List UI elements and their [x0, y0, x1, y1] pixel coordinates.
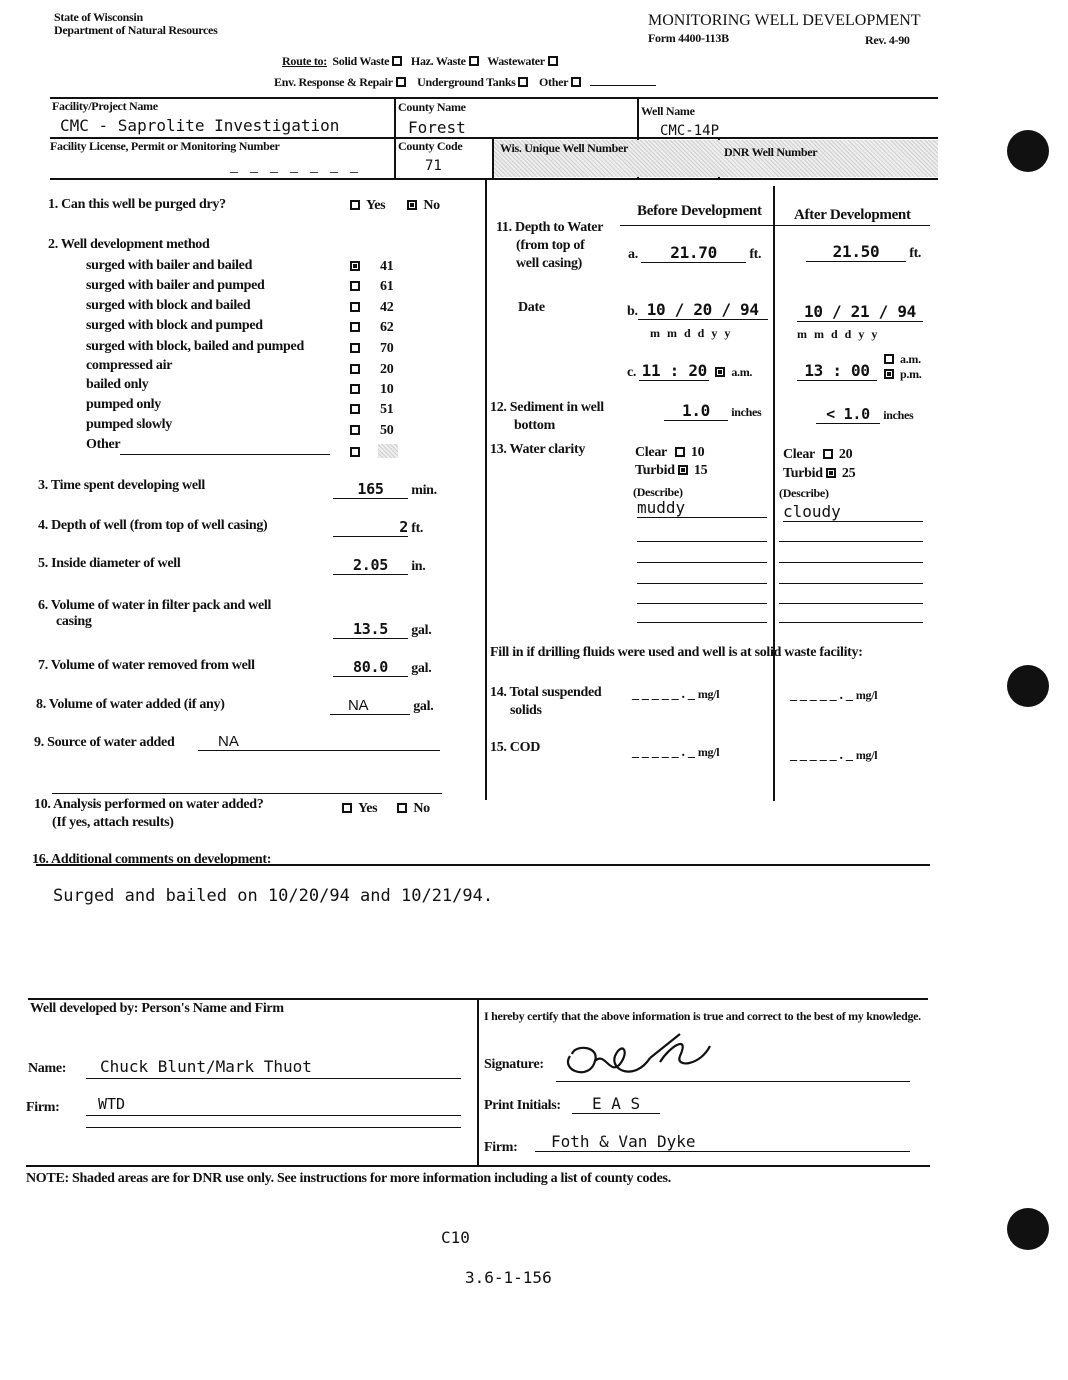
- method-code: [350, 443, 398, 461]
- method-code: 42: [350, 300, 393, 316]
- desc-after-value: cloudy: [783, 502, 923, 522]
- signature-label: Signature:: [484, 1057, 544, 1072]
- q11-label-line-3: well casing): [516, 256, 583, 271]
- method-code-shade: [378, 444, 398, 458]
- q6-value: 13.5: [333, 620, 408, 639]
- unique-well-label: Wis. Unique Well Number: [500, 141, 629, 155]
- page-code: C10: [441, 1228, 470, 1247]
- after-header: After Development: [794, 207, 911, 223]
- q9-value: NA: [198, 733, 440, 751]
- cod-before-field: _ _ _ _ _ . _ mg/l: [632, 745, 720, 760]
- solid-waste-checkbox[interactable]: [392, 56, 402, 66]
- method-checkbox[interactable]: [350, 281, 360, 291]
- time-before-value: 11 : 20: [639, 361, 709, 381]
- time-after-ampm: a.m. p.m.: [884, 352, 921, 382]
- method-checkbox[interactable]: [350, 364, 360, 374]
- wastewater-checkbox[interactable]: [548, 56, 558, 66]
- underground-checkbox[interactable]: [518, 77, 528, 87]
- signature-image: [560, 1026, 720, 1086]
- method-label: surged with block, bailed and pumped: [86, 339, 304, 354]
- q8-label: 8. Volume of water added (if any): [36, 697, 225, 712]
- document-number: 3.6-1-156: [465, 1268, 552, 1287]
- sed-after-value: < 1.0: [816, 405, 880, 424]
- method-code: 62: [350, 320, 393, 336]
- method-label: surged with bailer and bailed: [86, 258, 253, 273]
- license-label: Facility License, Permit or Monitoring Number: [50, 139, 280, 153]
- other-checkbox[interactable]: [571, 77, 581, 87]
- certify-text: I hereby certify that the above information is true and correct to the best of my knowledge.: [484, 1009, 921, 1023]
- q5-value: 2.05: [333, 556, 408, 575]
- q14-label-line-2: solids: [510, 703, 542, 718]
- well-name-value: CMC-14P: [660, 123, 720, 139]
- time-before-field: c. 11 : 20 a.m.: [627, 361, 753, 380]
- date-before-field: b. 10 / 20 / 94: [627, 300, 768, 320]
- method-code: 10: [350, 382, 393, 398]
- method-checkbox[interactable]: [350, 404, 360, 414]
- clarity-before-clear: Clear 10: [635, 445, 705, 460]
- sed-before-field: 1.0 inches: [664, 401, 761, 421]
- time-after-value: 13 : 00: [797, 361, 877, 381]
- q2-label: 2. Well development method: [48, 237, 210, 252]
- describe-after-label: (Describe): [779, 486, 829, 500]
- depth-after-value: 21.50: [806, 242, 906, 262]
- tss-after-field: _ _ _ _ _ . _ mg/l: [790, 688, 878, 703]
- drilling-fluid-note: Fill in if drilling fluids were used and well is at solid waste facility:: [490, 645, 863, 660]
- comments-text: Surged and bailed on 10/20/94 and 10/21/94.: [53, 886, 494, 906]
- desc-before-value: muddy: [637, 498, 767, 518]
- route-other: Other: [538, 75, 569, 89]
- depth-before-field: a. 21.70 ft.: [628, 243, 762, 262]
- clarity-after-clear: Clear 20: [783, 447, 853, 462]
- haz-waste-checkbox[interactable]: [469, 56, 479, 66]
- q10-no-checkbox[interactable]: [397, 803, 407, 813]
- method-label: compressed air: [86, 358, 173, 373]
- before-header: Before Development: [637, 203, 762, 219]
- q1-options: Yes No: [350, 198, 440, 214]
- dnr-well-label: DNR Well Number: [724, 145, 818, 159]
- clarity-after-turbid: Turbid 25: [783, 466, 856, 481]
- q10-options: Yes No: [342, 801, 430, 817]
- cod-after-field: _ _ _ _ _ . _ mg/l: [790, 748, 878, 763]
- clear-before-checkbox[interactable]: [675, 447, 685, 457]
- sed-after-field: < 1.0 inches: [816, 405, 913, 424]
- q1-label: 1. Can this well be purged dry?: [48, 197, 226, 212]
- q13-label: 13. Water clarity: [490, 442, 586, 457]
- q10-label: 10. Analysis performed on water added?: [34, 797, 264, 812]
- punch-hole-top: [1007, 130, 1049, 172]
- county-label: County Name: [398, 100, 466, 114]
- route-wastewater: Wastewater: [487, 54, 545, 68]
- date-before-units: m m d d y y: [650, 326, 733, 340]
- form-revision: Rev. 4-90: [865, 33, 910, 47]
- method-code: 51: [350, 402, 393, 418]
- turbid-before-checkbox[interactable]: [678, 465, 688, 475]
- firm2-label: Firm:: [484, 1140, 518, 1155]
- name-value: Chuck Blunt/Mark Thuot: [86, 1057, 461, 1079]
- q12-label: 12. Sediment in well: [490, 400, 604, 415]
- date-label: Date: [518, 300, 545, 315]
- q12-label-line-2: bottom: [514, 418, 555, 433]
- q3-label: 3. Time spent developing well: [38, 478, 205, 493]
- q6-label-line-2: casing: [56, 614, 92, 629]
- q9-label: 9. Source of water added: [34, 735, 175, 750]
- method-code: 20: [350, 362, 393, 378]
- comments-label: 16. Additional comments on development:: [32, 852, 272, 867]
- form-title: MONITORING WELL DEVELOPMENT: [648, 12, 921, 29]
- method-checkbox[interactable]: [350, 425, 360, 435]
- method-label: surged with bailer and pumped: [86, 278, 265, 293]
- route-haz-waste: Haz. Waste: [410, 54, 466, 68]
- q4-label: 4. Depth of well (from top of well casing): [38, 518, 268, 533]
- q7-value: 80.0: [333, 658, 408, 677]
- turbid-after-checkbox[interactable]: [826, 468, 836, 478]
- method-code: 50: [350, 423, 393, 439]
- q5-value-field: 2.05 in.: [333, 556, 425, 575]
- method-code: 61: [350, 279, 393, 295]
- q3-value: 165: [333, 480, 408, 499]
- q11-label-line-2: (from top of: [516, 238, 585, 253]
- method-label: bailed only: [86, 377, 149, 392]
- state-name: State of Wisconsin: [54, 10, 143, 24]
- method-label: pumped only: [86, 397, 161, 412]
- q15-label: 15. COD: [490, 740, 541, 755]
- route-underground: Underground Tanks: [417, 75, 516, 89]
- method-checkbox[interactable]: [350, 447, 360, 457]
- time-before-am-checkbox[interactable]: [715, 367, 725, 377]
- license-blank: _ _ _ _ _ _ _: [230, 158, 362, 175]
- q4-value-field: 2 ft.: [333, 518, 423, 537]
- depth-after-field: 21.50 ft.: [806, 242, 921, 262]
- method-checkbox[interactable]: [350, 302, 360, 312]
- q5-label: 5. Inside diameter of well: [38, 556, 181, 571]
- route-solid-waste: Solid Waste: [332, 54, 390, 68]
- method-checkbox[interactable]: [350, 322, 360, 332]
- firm-label: Firm:: [26, 1100, 60, 1115]
- tss-before-field: _ _ _ _ _ . _ mg/l: [632, 687, 720, 702]
- time-after-pm-checkbox[interactable]: [884, 369, 894, 379]
- q1-yes-checkbox[interactable]: [350, 200, 360, 210]
- date-after-value: 10 / 21 / 94: [797, 302, 923, 322]
- firm2-value: Foth & Van Dyke: [535, 1132, 910, 1152]
- clarity-before-turbid: Turbid 15: [635, 463, 708, 478]
- firm-value: WTD: [86, 1095, 461, 1116]
- method-checkbox[interactable]: [350, 384, 360, 394]
- county-code-label: County Code: [398, 139, 463, 153]
- route-env-response: Env. Response & Repair: [274, 75, 393, 89]
- date-before-value: 10 / 20 / 94: [638, 300, 768, 320]
- footer-note: NOTE: Shaded areas are for DNR use only. See instructions for more information including a list of county codes.: [26, 1171, 671, 1186]
- time-after-field: [797, 361, 877, 381]
- name-label: Name:: [28, 1061, 67, 1076]
- sed-before-value: 1.0: [664, 401, 728, 421]
- q6-value-field: 13.5 gal.: [333, 620, 431, 639]
- method-checkbox[interactable]: [350, 261, 360, 271]
- route-row-2: [274, 75, 656, 90]
- developed-by-label: Well developed by: Person's Name and Firm: [30, 1001, 284, 1016]
- q10-note: (If yes, attach results): [52, 815, 174, 830]
- q7-label: 7. Volume of water removed from well: [38, 658, 255, 673]
- punch-hole-middle: [1007, 665, 1049, 707]
- dept-name: Department of Natural Resources: [54, 23, 218, 37]
- initials-value: E A S: [572, 1094, 660, 1114]
- depth-before-value: 21.70: [641, 243, 746, 263]
- facility-label: Facility/Project Name: [52, 99, 158, 113]
- county-value: Forest: [408, 118, 466, 137]
- q3-value-field: 165 min.: [333, 480, 437, 499]
- method-label: surged with block and bailed: [86, 298, 251, 313]
- q6-label: 6. Volume of water in filter pack and well: [38, 598, 272, 613]
- describe-before-label: (Describe): [633, 485, 683, 499]
- date-after-units: m m d d y y: [797, 327, 880, 341]
- facility-value: CMC - Saprolite Investigation: [60, 116, 340, 135]
- method-label: Other: [86, 437, 121, 452]
- env-response-checkbox[interactable]: [396, 77, 406, 87]
- initials-label: Print Initials:: [484, 1098, 561, 1113]
- clear-after-checkbox[interactable]: [823, 449, 833, 459]
- q14-label: 14. Total suspended: [490, 685, 602, 700]
- q10-yes-checkbox[interactable]: [342, 803, 352, 813]
- county-code-value: 71: [425, 158, 442, 174]
- punch-hole-bottom: [1007, 1208, 1049, 1250]
- q11-label: 11. Depth to Water: [496, 220, 604, 235]
- date-after-field: [797, 302, 923, 322]
- q1-no-checkbox[interactable]: [407, 200, 417, 210]
- route-label: Route to:: [282, 54, 327, 68]
- method-label: pumped slowly: [86, 417, 172, 432]
- method-checkbox[interactable]: [350, 343, 360, 353]
- form-number: Form 4400-113B: [648, 31, 729, 45]
- time-after-am-checkbox[interactable]: [884, 354, 894, 364]
- method-label: surged with block and pumped: [86, 318, 263, 333]
- q8-value-field: NA gal.: [330, 697, 433, 715]
- well-name-label: Well Name: [641, 104, 695, 118]
- q8-value: NA: [330, 697, 410, 715]
- method-code: 41: [350, 259, 393, 275]
- q4-value: 2: [333, 518, 408, 537]
- q7-value-field: 80.0 gal.: [333, 658, 431, 677]
- route-row-1: [282, 54, 564, 69]
- method-code: 70: [350, 341, 393, 357]
